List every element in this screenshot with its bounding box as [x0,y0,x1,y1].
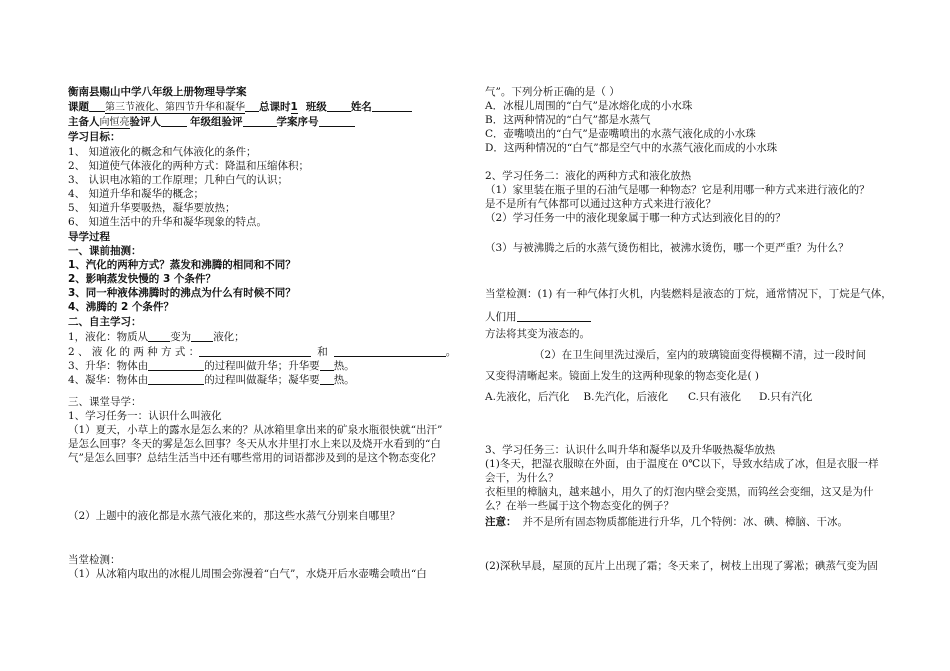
task-3-title: 3、学习任务三：认识什么叫升华和凝华以及升华吸热凝华放热 [485,444,776,456]
pretest-item: 1、汽化的两种方式？蒸发和沸腾的相同和不同？ [68,259,296,271]
serial-field[interactable] [319,115,355,127]
self-study-line-3: 3、升华：物体由 的过程叫做升华；升华要 热。 [68,360,355,372]
class-field[interactable] [327,100,351,112]
check-2-line-b: 人们用 [485,310,591,324]
task-1-q1-line: （1）夏天，小草上的露水是怎么来的？从冰箱里拿出来的矿泉水瓶很快就“出汗” [68,424,443,436]
task-1-q1-line: 是怎么回事？冬天的雾是怎么回事？冬天从水井里打水上来以及烧开水看到的“白 [68,438,441,450]
class-label: 班级 [305,101,327,113]
self-study-line-4: 4、凝华：物体由 的过程叫做凝华；凝华要 热。 [68,374,355,386]
task-3-q1-line: 衣柜里的樟脑丸，越来越小，用久了的灯泡内壁会变黑，而钨丝会变细，这又是为什 [485,486,874,498]
group-field[interactable] [243,115,277,127]
option-c: C．壶嘴喷出的“白气”是壶嘴喷出的水蒸气液化成的小水珠 [485,128,756,140]
option-b: B．这两种情况的“白气”都是水蒸气 [485,114,651,126]
goal-item: 1、 知道液化的概念和气体液化的条件； [68,146,257,158]
check-heading: 当堂检测： [68,554,121,566]
topic-value: 第三节液化、第四节升华和凝华 [105,102,245,113]
goal-item: 3、 认识电冰箱的工作原理；几种白气的认识； [68,174,289,186]
self-study-line-1: 1，液化：物质从 变为 液化； [68,331,245,343]
process-heading: 导学过程 [68,231,110,243]
self-study-heading: 二、自主学习： [68,316,142,328]
author-label: 主备人 [68,116,100,128]
fill-blank[interactable] [148,373,204,385]
note-label: 注意： [485,516,517,528]
fill-blank[interactable] [199,345,311,357]
fill-blank[interactable] [148,359,204,371]
check-q1-continued: 气”。下列分析正确的是（ ） [485,86,620,98]
fill-blank[interactable] [517,310,591,322]
pretest-item: 3、同一种液体沸腾时的沸点为什么有时候不同？ [68,287,296,299]
group-label: 年级组验评 [190,116,243,128]
self-study-line-2: 2 、 液 化 的 两 种 方 式 ： 和 。 [68,346,457,358]
check-2-options [485,390,812,404]
header-row-1 [68,100,412,115]
task-3-q1-line: 么？在举一些属于这个物态变化的例子？ [485,500,674,512]
author-value: 向恒亮 [99,117,130,128]
reviewer-label: 验评人 [129,116,161,128]
fill-blank[interactable] [320,359,334,371]
task-2-q2: （2）学习任务一中的液化现象属于哪一种方式达到液化目的的？ [485,212,786,224]
task-1-q1-line: 气”是怎么回事？总结生活当中还有哪些常用的词语都涉及到的是这个物态变化？ [68,452,441,464]
task-1-title: 1、学习任务一：认识什么叫液化 [68,410,222,422]
task-2-q1-line: 是不是所有气体都可以通过这种方式来进行液化？ [485,198,716,210]
task-3-q1-line: 会干，为什么？ [485,472,559,484]
note-line [485,515,848,529]
check-2-line-d: （2）在卫生间里洗过澡后，室内的玻璃镜面变得模糊不清，过一段时间 [534,349,867,361]
pretest-item: 4、沸腾的 2 个条件？ [68,301,174,313]
check-2-option-a: A.先液化，后汽化 [485,391,570,403]
task-2-q3: （3）与被沸腾之后的水蒸气烫伤相比，被沸水烫伤，哪一个更严重？为什么？ [485,242,849,254]
option-a: A．冰棍儿周围的“白气”是冰熔化成的小水珠 [485,100,693,112]
fill-blank[interactable] [148,330,170,342]
topic-label: 课题 [68,101,89,113]
check-q1: （1）从冰箱内取出的冰棍儿周围会弥漫着“白气”，水烧开后水壶嘴会喷出“白 [68,568,427,580]
pretest-item: 2、影响蒸发快慢的 3 个条件？ [68,273,216,285]
task-1-q2: （2）上题中的液化都是水蒸气液化来的，那这些水蒸气分别来自哪里？ [68,510,401,522]
goals-heading: 学习目标： [68,131,121,143]
goal-item: 6、 知道生活中的升华和凝华现象的特点。 [68,216,268,228]
check-2-line-a: 当堂检测：(1) 有一种气体打火机，内装燃料是液态的丁烷，通常情况下，丁烷是气体， [485,288,892,300]
check-2-line-e: 又变得清晰起来。镜面上发生的这两种现象的物态变化是( ) [485,370,760,382]
check-2-option-b: B.先汽化，后液化 [583,391,668,403]
name-label: 姓名 [350,101,372,113]
task-3-q2: (2)深秋早晨，屋顶的瓦片上出现了霜；冬天来了，树枝上出现了雾凇；碘蒸气变为固 [485,560,878,572]
header-row-2 [68,115,355,130]
task-2-q1-line: （1）家里装在瓶子里的石油气是哪一种物态？它是利用哪一种方式来进行液化的？ [485,184,870,196]
check-2-line-c: 方法将其变为液态的。 [485,328,590,340]
goal-item: 5、 知道升华要吸热，凝华要放热； [68,202,236,214]
school-title: 衡南县赐山中学八年级上册物理导学案 [68,86,247,98]
reviewer-field[interactable] [161,115,187,127]
hours-label: 总课时 [259,101,291,113]
hours-value: 1 [290,101,298,113]
goal-item: 4、 知道升华和凝华的概念； [68,188,205,200]
option-d: D．这两种情况的“白气”都是空气中的水蒸气液化而成的小水珠 [485,142,778,154]
serial-label: 学案序号 [276,116,319,128]
class-guide-heading: 三、课堂导学： [68,396,142,408]
goal-item: 2、 知道使气体液化的两种方式：降温和压缩体积； [68,160,310,172]
name-field[interactable] [372,100,412,112]
check-2-option-d: D.只有汽化 [758,391,813,403]
fill-blank[interactable] [191,330,213,342]
fill-blank[interactable] [334,345,446,357]
check-2-option-c: C.只有液化 [687,391,741,403]
task-2-title: 2、学习任务二：液化的两种方式和液化放热 [485,170,692,182]
fill-blank[interactable] [320,373,334,385]
task-3-q1-line: (1)冬天，把湿衣服晾在外面，由于温度在 0℃以下，导致水结成了冰，但是衣服一样 [485,458,879,470]
note-text: 并不是所有固态物质都能进行升华，几个特例：冰、碘、樟脑、干冰。 [522,516,848,528]
pretest-heading: 一、课前抽测： [68,245,142,257]
